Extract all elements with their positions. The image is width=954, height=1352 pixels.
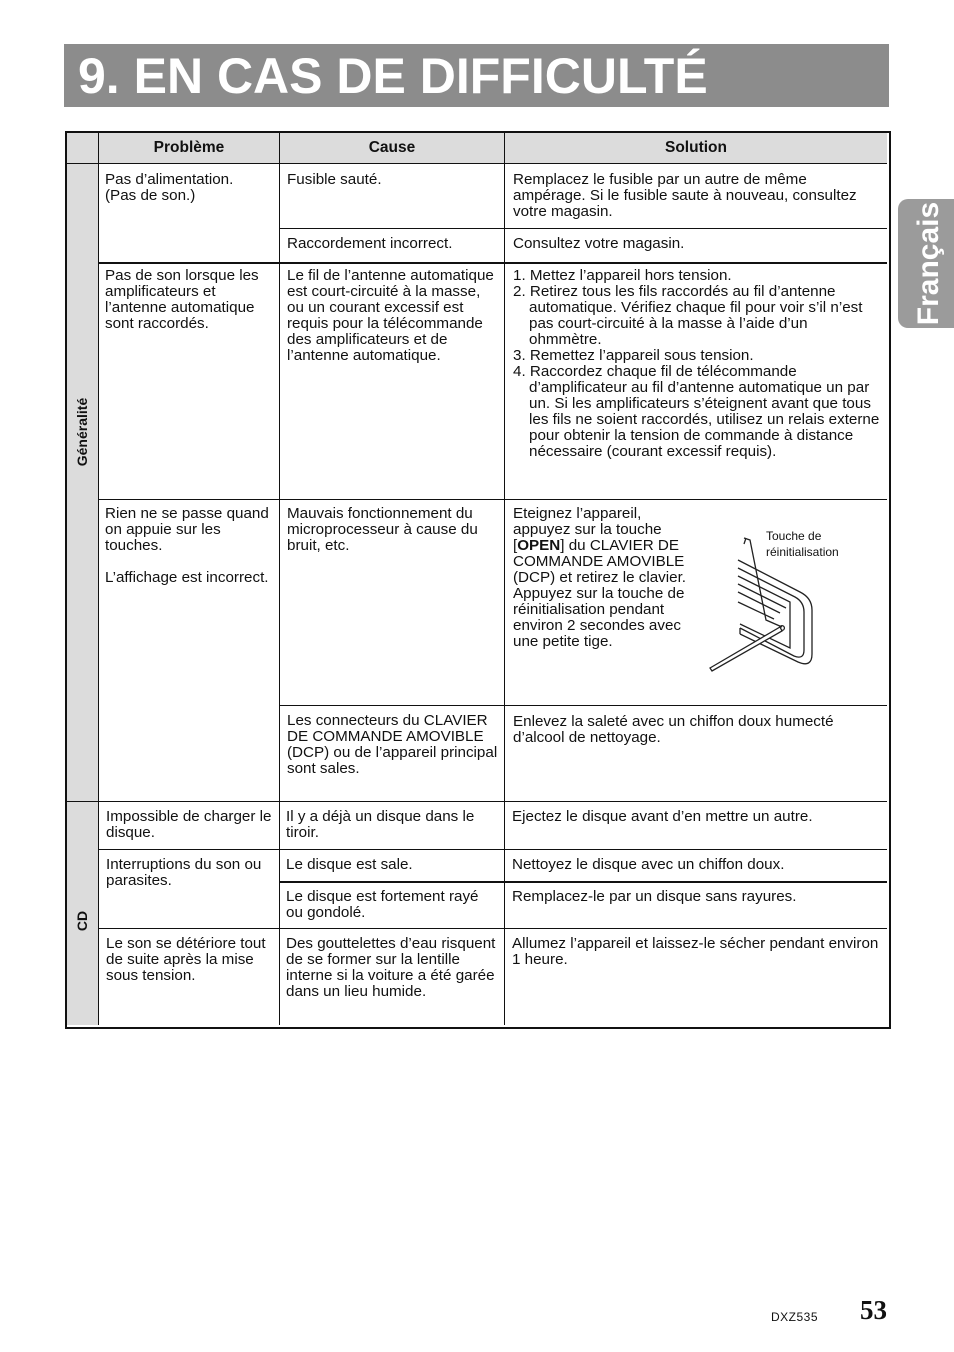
divider: [98, 849, 887, 850]
problem-cell: Pas d’alimentation. (Pas de son.): [105, 171, 234, 204]
reset-button-illustration: [700, 530, 820, 680]
problem-cell: Impossible de charger le disque.: [106, 808, 272, 841]
divider: [279, 705, 887, 706]
solution-cell: Nettoyez le disque avec un chiffon doux.: [512, 856, 785, 873]
divider: [98, 499, 887, 500]
solution-cell: Enlevez la saleté avec un chiffon doux humecté d’alcool de nettoyage.: [513, 713, 834, 746]
divider: [279, 228, 887, 229]
cause-cell: Mauvais fonctionnement du microprocesseur à cause du bruit, etc.: [287, 505, 478, 554]
solution-step: 4. Raccordez chaque fil de télécommande d’amplificateur au fil d’antenne automatique un par un. Si les amplificateurs s’éteignent avant que tous les fils ne soient raccordés, utilisez un relais externe pour obtenir la tension de commande à distance nécessaire (courant excessif requis).: [513, 363, 880, 460]
divider: [279, 133, 280, 1025]
solution-cell: Ejectez le disque avant d’en mettre un autre.: [512, 808, 813, 825]
cause-cell: Les connecteurs du CLAVIER DE COMMANDE AMOVIBLE (DCP) ou de l’appareil principal sont sales.: [287, 712, 498, 777]
group-label-general: Généralité: [74, 397, 90, 467]
page-title: 9. EN CAS DE DIFFICULTÉ: [78, 48, 708, 104]
divider: [504, 133, 505, 1025]
language-tab: [898, 199, 954, 328]
header-problem: Problème: [153, 139, 225, 156]
divider: [98, 928, 887, 929]
group-label-cd: CD: [74, 910, 90, 932]
open-key-label: OPEN: [517, 537, 561, 554]
language-tab-label: Français: [912, 201, 945, 326]
model-number: DXZ535: [771, 1310, 819, 1324]
divider: [279, 881, 887, 883]
solution-text-after: ] du CLAVIER DE COMMANDE AMOVIBLE (DCP) et retirez le clavier. Appuyez sur la touche de réinitialisation pendant environ 2 secondes avec une petite tige.: [513, 537, 687, 650]
divider: [67, 801, 887, 802]
cause-cell: Le disque est sale.: [286, 856, 413, 873]
header-cause: Cause: [368, 139, 416, 156]
solution-step: 1. Mettez l’appareil hors tension.: [513, 267, 732, 284]
solution-cell: Remplacez le fusible par un autre de même ampérage. Si le fusible saute à nouveau, consultez votre magasin.: [513, 171, 857, 220]
page-number: 53: [860, 1295, 887, 1325]
cause-cell: Le fil de l’antenne automatique est court-circuité à la masse, ou un courant excessif est requis pour la télécommande des amplificateurs et de l’antenne automatique.: [287, 267, 494, 364]
group-column-background: [67, 163, 98, 1025]
reset-button-callout: Touche de réinitialisation: [766, 529, 839, 559]
divider: [98, 133, 99, 1025]
divider: [67, 163, 887, 164]
divider: [98, 262, 887, 264]
cause-cell: Il y a déjà un disque dans le tiroir.: [286, 808, 475, 841]
solution-steps: [513, 268, 881, 460]
header-solution: Solution: [665, 139, 727, 156]
title-bar: [64, 44, 889, 107]
solution-step: 3. Remettez l’appareil sous tension.: [513, 347, 754, 364]
solution-text-before: Eteignez l’appareil, appuyez sur la touche [: [513, 505, 662, 554]
cause-cell: Des gouttelettes d’eau risquent de se former sur la lentille interne si la voiture a été garée dans un lieu humide.: [286, 935, 496, 1000]
cause-cell: Raccordement incorrect.: [287, 235, 453, 252]
solution-cell: Consultez votre magasin.: [513, 235, 685, 252]
cause-cell: Fusible sauté.: [287, 171, 382, 188]
problem-cell: Le son se détériore tout de suite après la mise sous tension.: [106, 935, 266, 984]
solution-step: 2. Retirez tous les fils raccordés au fil d’antenne automatique. Vérifiez chaque fil pour voir s’il n’est pas court-circuité à la masse à l’aide d’un ohmmètre.: [513, 283, 863, 348]
solution-cell: Allumez l’appareil et laissez-le sécher pendant environ 1 heure.: [512, 935, 879, 968]
solution-cell: [513, 506, 689, 650]
problem-cell: Interruptions du son ou parasites.: [106, 856, 262, 889]
problem-cell: Pas de son lorsque les amplificateurs et l’antenne automatique sont raccordés.: [105, 267, 259, 332]
problem-cell: Rien ne se passe quand on appuie sur les touches. L’affichage est incorrect.: [105, 505, 269, 586]
cause-cell: Le disque est fortement rayé ou gondolé.: [286, 888, 479, 921]
solution-cell: Remplacez-le par un disque sans rayures.: [512, 888, 797, 905]
